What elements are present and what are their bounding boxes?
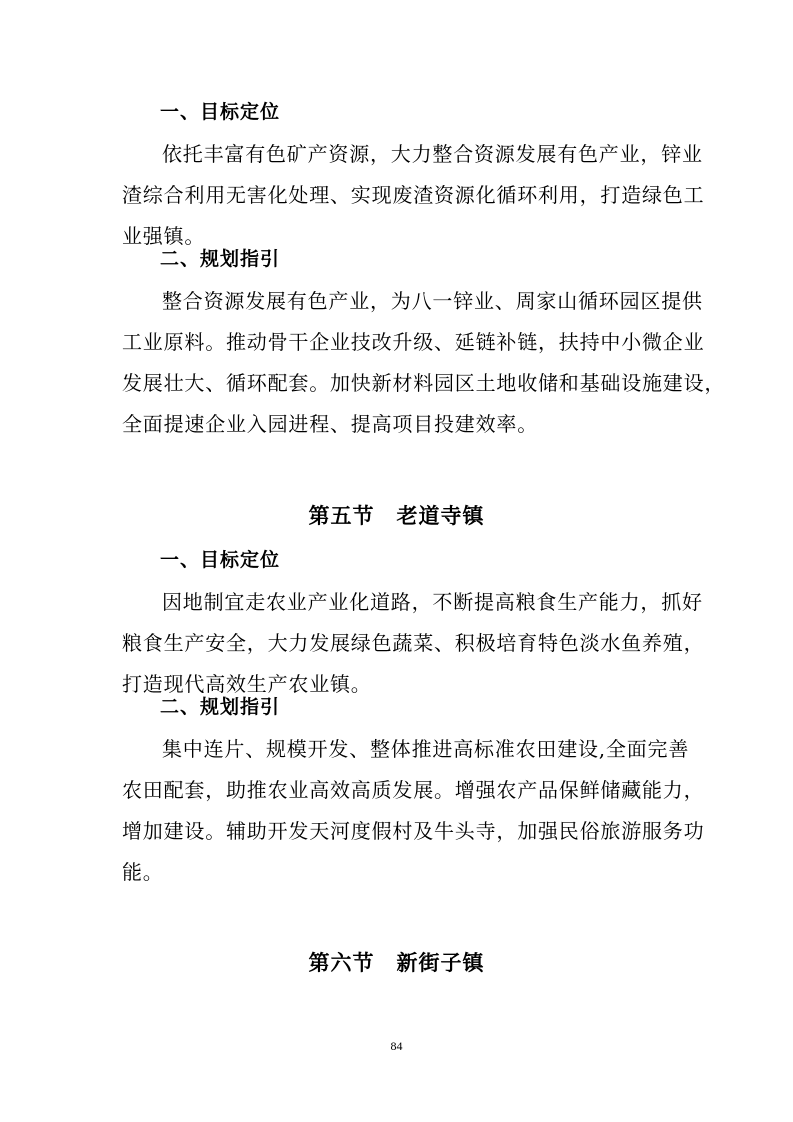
paragraph-line: 能。 <box>122 860 164 884</box>
paragraph-line: 增加建设。辅助开发天河度假村及牛头寺，加强民俗旅游服务功 <box>122 819 705 843</box>
paragraph-line: 业强镇。 <box>122 224 206 248</box>
paragraph-line: 全面提速企业入园进程、提高项目投建效率。 <box>122 412 538 436</box>
heading-planning-guidance: 二、规划指引 <box>160 248 281 270</box>
paragraph-line: 农田配套，助推农业高效高质发展。增强农产品保鲜储藏能力， <box>122 778 705 802</box>
heading-goal-positioning: 一、目标定位 <box>160 101 281 123</box>
page-number: 84 <box>390 1039 403 1053</box>
section-title-laodaosi: 第五节 老道寺镇 <box>308 504 485 528</box>
paragraph-line: 整合资源发展有色产业，为八一锌业、周家山循环园区提供 <box>162 289 703 313</box>
section-title-xinjiezi: 第六节 新街子镇 <box>308 951 485 975</box>
heading-goal-positioning: 一、目标定位 <box>160 549 281 571</box>
paragraph-line: 集中连片、规模开发、整体推进高标准农田建设,全面完善 <box>162 737 690 761</box>
paragraph-line: 因地制宜走农业产业化道路，不断提高粮食生产能力，抓好 <box>162 590 703 614</box>
paragraph-line: 粮食生产安全，大力发展绿色蔬菜、积极培育特色淡水鱼养殖， <box>122 631 705 655</box>
paragraph-line: 工业原料。推动骨干企业技改升级、延链补链，扶持中小微企业 <box>122 330 705 354</box>
paragraph-line: 打造现代高效生产农业镇。 <box>122 672 372 696</box>
heading-planning-guidance: 二、规划指引 <box>160 696 281 718</box>
paragraph-line: 渣综合利用无害化处理、实现废渣资源化循环利用，打造绿色工 <box>122 183 705 207</box>
paragraph-line: 发展壮大、循环配套。加快新材料园区土地收储和基础设施建设， <box>122 371 726 395</box>
paragraph-line: 依托丰富有色矿产资源，大力整合资源发展有色产业，锌业 <box>162 142 703 166</box>
